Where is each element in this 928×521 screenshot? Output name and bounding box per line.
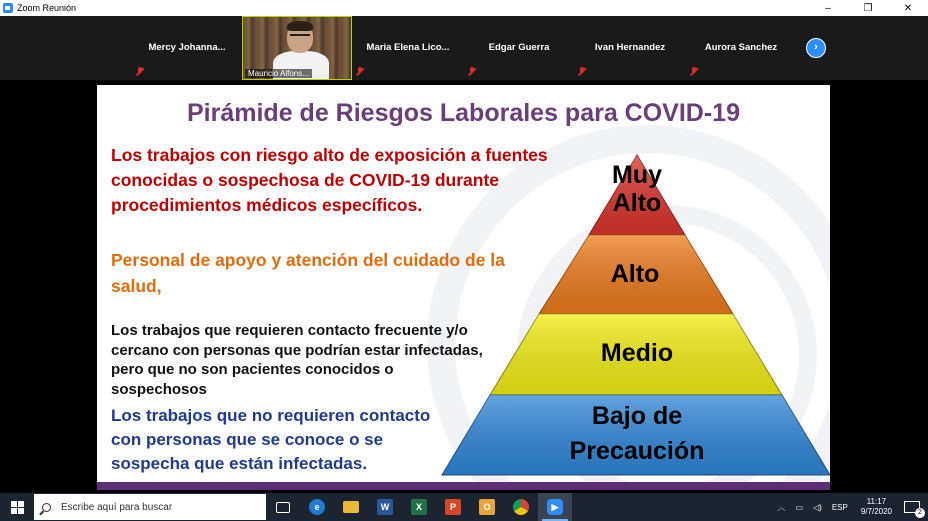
participant-tile[interactable] (574, 17, 686, 79)
participant-tile[interactable] (464, 17, 574, 79)
powerpoint-app-button[interactable] (436, 493, 470, 521)
participant-name: Aurora Sanchez (704, 42, 778, 53)
pyramid-label-low: Bajo de Precaución (569, 402, 705, 465)
participant-strip (0, 16, 928, 80)
participant-name: Ivan Hernandez (594, 42, 666, 53)
risk-description-high: Personal de apoyo y atención del cuidado de la salud, (111, 250, 505, 297)
task-view-button[interactable] (266, 493, 300, 521)
participant-name: Edgar Guerra (488, 42, 550, 53)
slide-title: Pirámide de Riesgos Laborales para COVID-19 (187, 99, 740, 127)
windows-taskbar (0, 493, 928, 521)
volume-icon[interactable]: ◁) (813, 502, 822, 512)
chrome-app-button[interactable] (504, 493, 538, 521)
window-title: Zoom Reunión (17, 3, 77, 13)
notification-count-badge: 2 (915, 508, 925, 518)
mic-muted-icon (356, 67, 364, 76)
network-icon[interactable]: ▭ (795, 502, 804, 512)
windows-start-button[interactable] (0, 493, 34, 521)
taskbar-clock[interactable] (861, 497, 892, 517)
excel-icon: X (411, 499, 427, 515)
clock-date: 9/7/2020 (860, 507, 892, 516)
task-view-icon (276, 502, 290, 513)
participant-tile[interactable] (686, 17, 796, 79)
edge-icon: e (309, 499, 325, 515)
participant-tile[interactable] (132, 17, 242, 79)
word-app-button[interactable] (368, 493, 402, 521)
participant-video-tile[interactable] (242, 16, 352, 80)
clock-time: 11:17 (866, 497, 887, 506)
word-icon: W (377, 499, 393, 515)
risk-description-very-high: Los trabajos con riesgo alto de exposición a fuentes conocidas o sospechosa de COVID-19 durante procedimientos médicos específicos. (111, 145, 548, 215)
mic-muted-icon (578, 67, 586, 76)
minimize-button[interactable]: – (825, 2, 831, 14)
system-tray (772, 493, 928, 521)
participant-name: Mercy Johanna... (148, 42, 226, 53)
next-page-button[interactable]: › (806, 38, 826, 58)
zoom-logo-icon (3, 3, 13, 13)
participant-name: Maria Elena Lico... (366, 42, 450, 53)
excel-app-button[interactable] (402, 493, 436, 521)
keyboard-language-indicator[interactable]: ESP (831, 502, 848, 512)
close-button[interactable]: ✕ (903, 2, 913, 14)
search-placeholder: Escribe aquí para buscar (61, 501, 173, 513)
taskbar-search-input[interactable] (34, 494, 266, 520)
mic-muted-icon (690, 67, 698, 76)
pyramid-label-medium: Medio (600, 339, 674, 367)
outlook-app-button[interactable] (470, 493, 504, 521)
zoom-icon: ▶ (547, 499, 563, 515)
windows-logo-icon (11, 501, 24, 514)
video-person-hair (287, 21, 313, 31)
risk-description-low: Los trabajos que no requieren contacto con personas que se conoce o se sospecha que están infectadas. (111, 406, 431, 474)
outlook-icon: O (479, 499, 495, 515)
zoom-app-button[interactable] (538, 493, 572, 521)
mic-muted-icon (468, 67, 476, 76)
slide-footer-bar (97, 482, 830, 490)
presentation-slide (97, 85, 830, 490)
maximize-button[interactable]: ❐ (863, 2, 873, 14)
search-icon (42, 503, 51, 512)
participant-tile[interactable] (352, 17, 464, 79)
title-bar (0, 0, 928, 16)
show-hidden-icons-chevron-icon[interactable]: ︿ (777, 502, 786, 512)
participant-name: Mauricio Alfons... (245, 69, 312, 78)
pyramid-label-high: Alto (610, 260, 660, 288)
mic-muted-icon (136, 67, 144, 76)
pyramid-label-very-high: Muy Alto (612, 161, 662, 217)
risk-description-medium: Los trabajos que requieren contacto frecuente y/o cercano con personas que podrían estar infectadas, pero que no son pacientes conocidos o sospechosos (111, 322, 483, 398)
notification-center-icon[interactable] (904, 501, 922, 516)
chrome-icon (513, 499, 529, 515)
folder-icon (343, 501, 359, 513)
video-person-glasses (290, 34, 310, 37)
edge-app-button[interactable] (300, 493, 334, 521)
shared-screen (0, 80, 928, 493)
file-explorer-app-button[interactable] (334, 493, 368, 521)
powerpoint-icon: P (445, 499, 461, 515)
